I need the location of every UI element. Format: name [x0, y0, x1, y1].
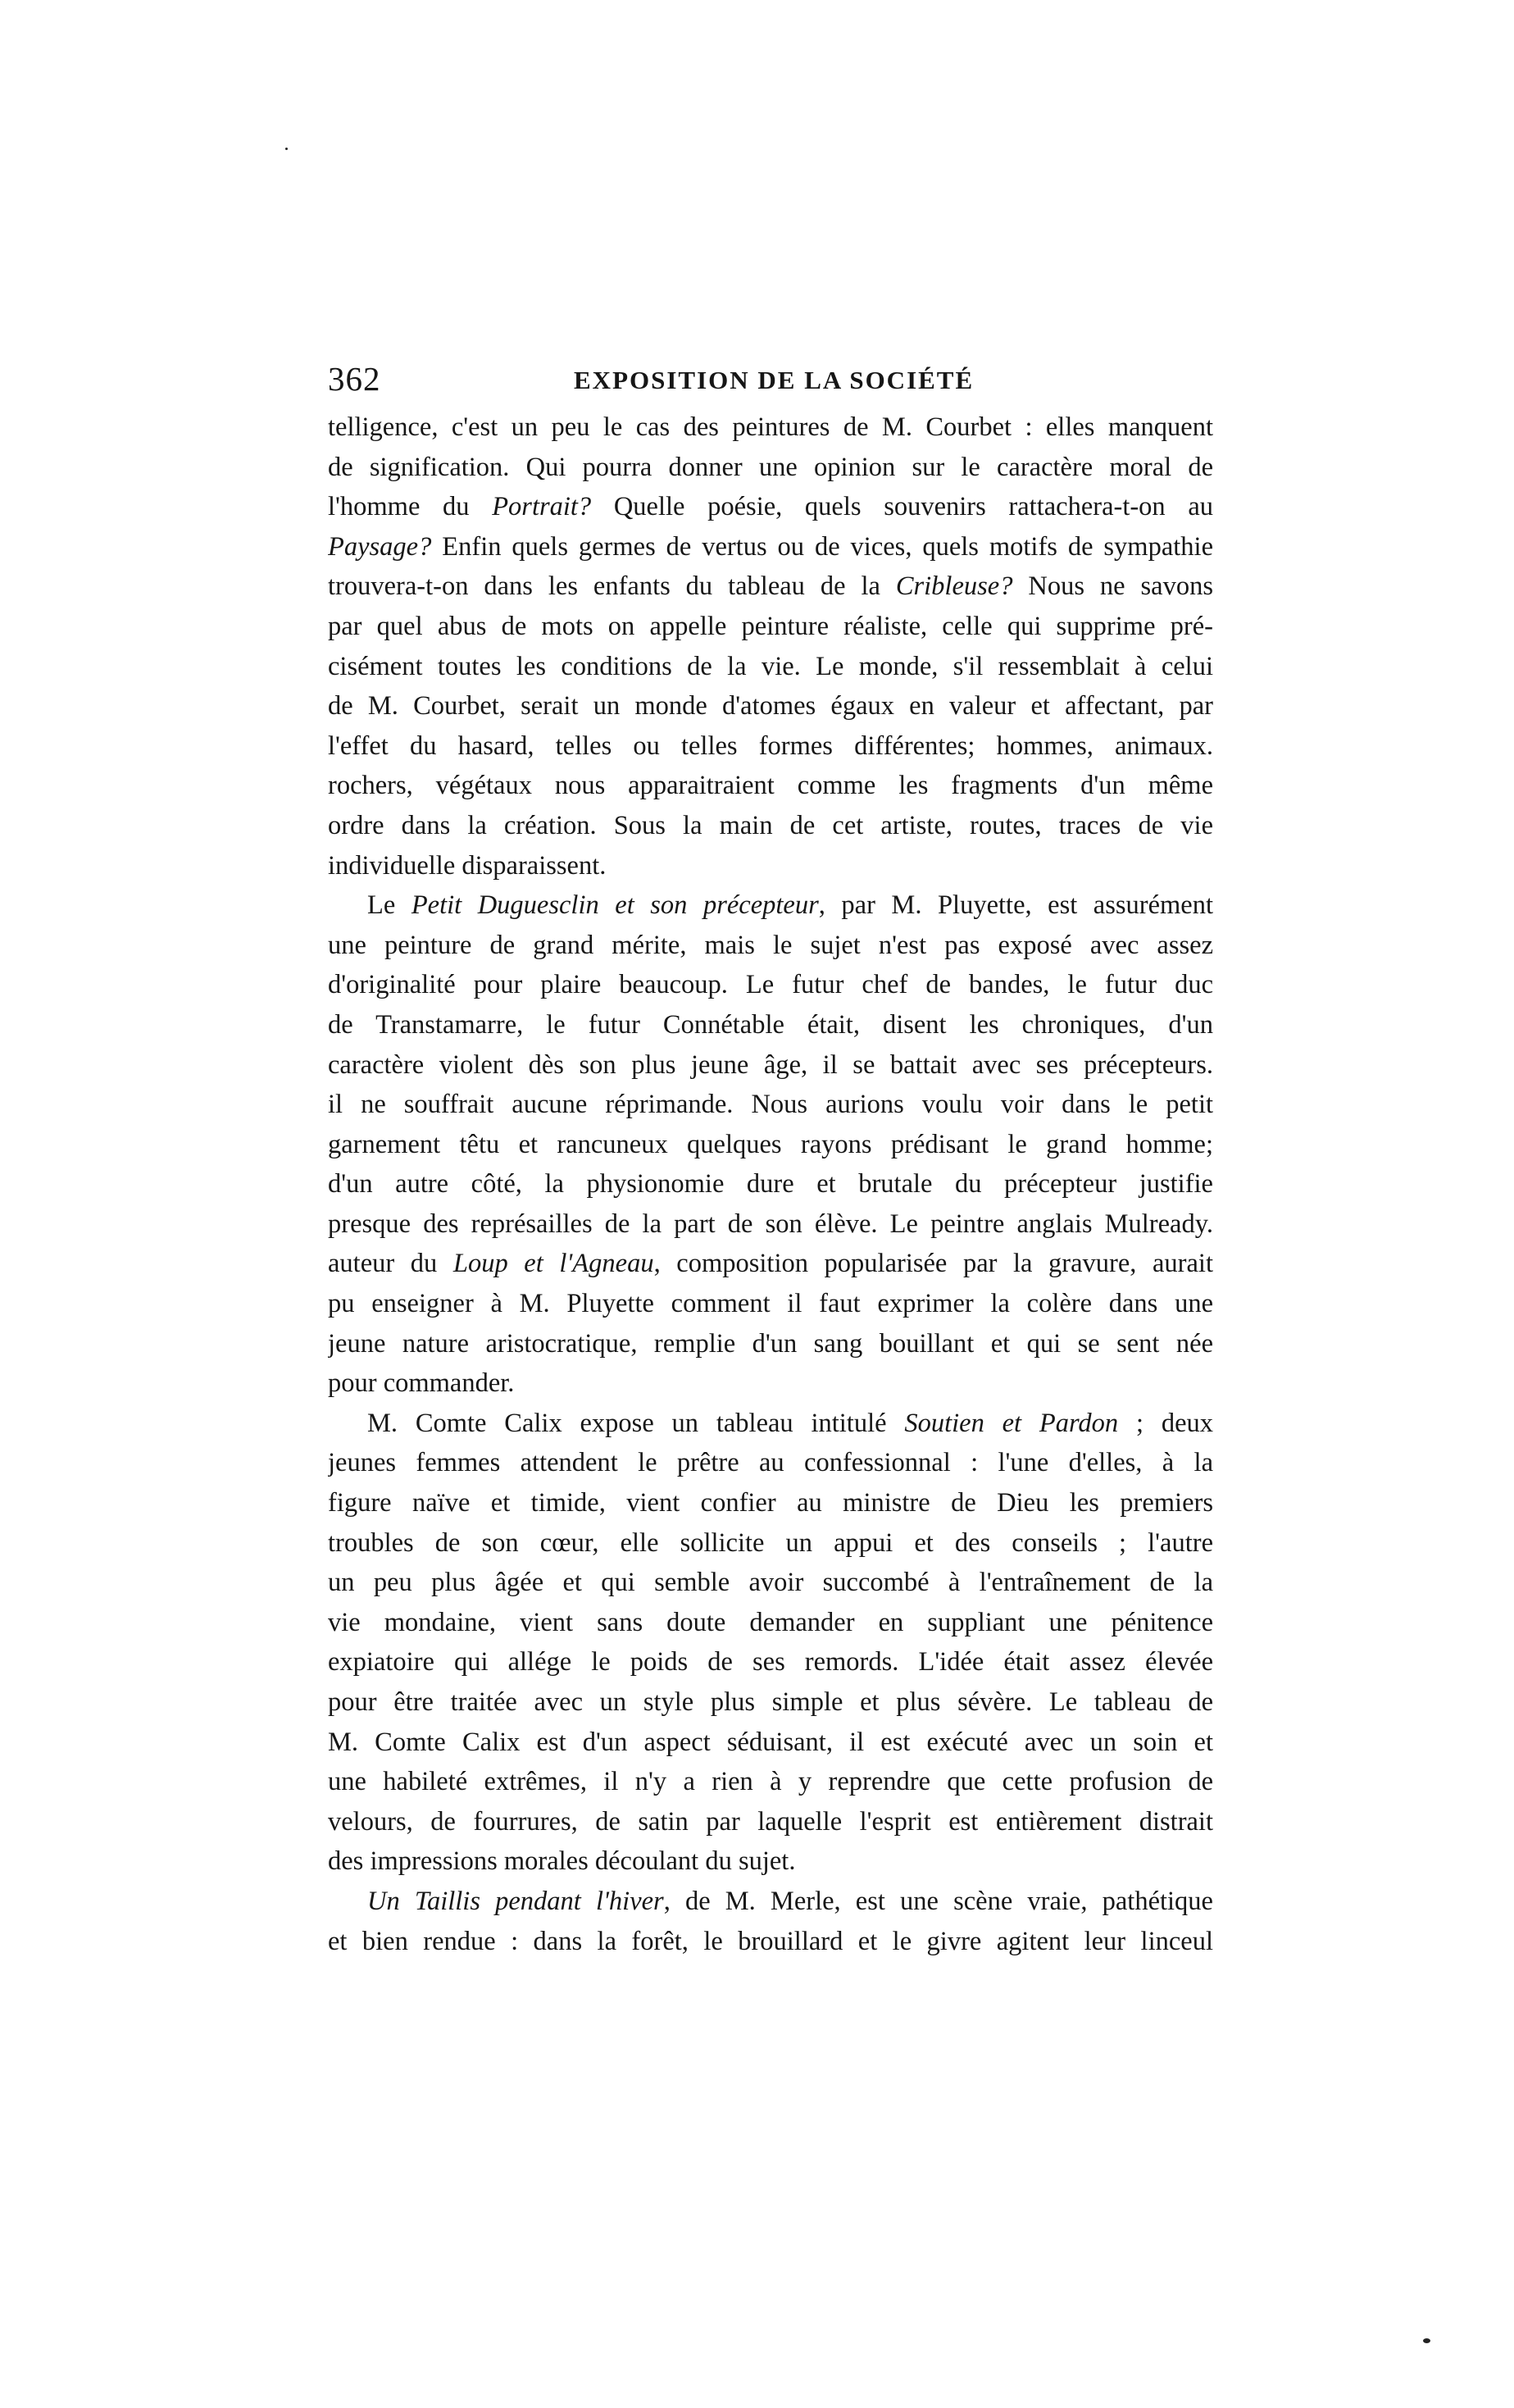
text-line: [328, 1922, 1213, 1962]
text-run: l'homme du: [328, 492, 493, 522]
text-line: [328, 487, 1213, 527]
italic-title: Paysage?: [328, 531, 432, 562]
text-run: presque des représailles de la part de son élève. Le peintre anglais Mulready.: [328, 1209, 1213, 1239]
text-line: [328, 1164, 1213, 1204]
text-line: [328, 1802, 1213, 1842]
text-run: figure naïve et timide, vient confier au ministre de Dieu les premiers: [328, 1488, 1213, 1518]
text-run: pu enseigner à M. Pluyette comment il faut exprimer la colère dans une: [328, 1289, 1213, 1319]
text-run: ; deux: [1118, 1408, 1213, 1438]
text-run: caractère violent dès son plus jeune âge, il se battait avec ses précepteurs.: [328, 1049, 1213, 1080]
text-line: [328, 806, 1213, 846]
text-run: d'originalité pour plaire beaucoup. Le futur chef de bandes, le futur duc: [328, 970, 1213, 1000]
text-run: Enfin quels germes de vertus ou de vices, quels motifs de sympathie: [431, 531, 1213, 562]
text-run: un peu plus âgée et qui semble avoir succombé à l'entraînement de la: [328, 1568, 1213, 1598]
text-line: [328, 1523, 1213, 1564]
text-run: Quelle poésie, quels souvenirs rattachera-t-on au: [591, 492, 1213, 522]
text-line: [328, 1682, 1213, 1723]
text-run: des impressions morales découlant du sujet.: [328, 1846, 796, 1877]
text-line: [328, 1723, 1213, 1763]
text-line: [328, 1443, 1213, 1483]
text-run: trouvera-t-on dans les enfants du tableau de la: [328, 571, 896, 602]
text-line: [328, 1204, 1213, 1245]
italic-title: Loup et l'Agneau: [452, 1249, 654, 1279]
text-run: rochers, végétaux nous apparaitraient comme les fragments d'un même: [328, 771, 1213, 801]
text-line: [328, 567, 1213, 607]
text-line: [328, 1642, 1213, 1682]
text-line: [328, 527, 1213, 567]
italic-title: Portrait?: [492, 492, 592, 522]
text-line: [328, 1882, 1213, 1922]
text-run: d'un autre côté, la physionomie dure et brutale du précepteur justifie: [328, 1169, 1213, 1199]
text-line: [328, 1762, 1213, 1802]
text-line: [328, 686, 1213, 726]
italic-title: Soutien et Pardon: [904, 1408, 1119, 1438]
text-run: telligence, c'est un peu le cas des peintures de M. Courbet : elles manquent: [328, 412, 1213, 442]
text-line: [328, 726, 1213, 767]
ink-speck: [1423, 2338, 1430, 2343]
text-run: vie mondaine, vient sans doute demander en suppliant une pénitence: [328, 1607, 1213, 1637]
text-run: jeune nature aristocratique, remplie d'un sang bouillant et qui se sent née: [328, 1328, 1213, 1359]
text-run: jeunes femmes attendent le prêtre au confessionnal : l'une d'elles, à la: [328, 1448, 1213, 1478]
text-run: auteur du: [328, 1249, 453, 1279]
text-line: [328, 766, 1213, 806]
text-run: ordre dans la création. Sous la main de cet artiste, routes, traces de vie: [328, 810, 1213, 840]
text-run: une peinture de grand mérite, mais le sujet n'est pas exposé avec assez: [328, 930, 1213, 960]
text-line: [328, 1045, 1213, 1086]
text-run: par quel abus de mots on appelle peinture réaliste, celle qui supprime pré-: [328, 611, 1213, 641]
text-line: [328, 407, 1213, 448]
text-line: [328, 1125, 1213, 1165]
text-run: expiatoire qui allége le poids de ses remords. L'idée était assez élevée: [328, 1647, 1213, 1677]
italic-title: Un Taillis pendant l'hiver: [367, 1886, 664, 1916]
text-line: [328, 647, 1213, 687]
text-run: , par M. Pluyette, est assurément: [818, 890, 1213, 921]
text-line: [328, 1324, 1213, 1364]
text-run: cisément toutes les conditions de la vie. Le monde, s'il ressemblait à celui: [328, 651, 1213, 681]
text-run: , composition popularisée par la gravure, aurait: [653, 1249, 1213, 1279]
italic-title: Cribleuse?: [895, 571, 1013, 602]
text-line: [328, 1085, 1213, 1125]
text-run: Le: [367, 890, 411, 921]
text-line: [328, 1841, 1213, 1882]
text-line: [328, 448, 1213, 488]
text-line: [328, 1244, 1213, 1284]
italic-title: Petit Duguesclin et son précepteur: [411, 890, 819, 921]
text-run: pour être traitée avec un style plus simple et plus sévère. Le tableau de: [328, 1687, 1213, 1717]
text-run: velours, de fourrures, de satin par laquelle l'esprit est entièrement distrait: [328, 1806, 1213, 1837]
running-head: EXPOSITION DE LA SOCIÉTÉ: [574, 366, 975, 394]
text-run: M. Comte Calix est d'un aspect séduisant, il est exécuté avec un soin et: [328, 1727, 1213, 1757]
text-run: et bien rendue : dans la forêt, le brouillard et le givre agitent leur linceul: [328, 1926, 1213, 1956]
text-run: de Transtamarre, le futur Connétable était, disent les chroniques, d'un: [328, 1009, 1213, 1040]
text-run: pour commander.: [328, 1368, 515, 1399]
text-line: [328, 846, 1213, 886]
text-line: [328, 1404, 1213, 1444]
text-line: [328, 1483, 1213, 1523]
text-run: M. Comte Calix expose un tableau intitulé: [367, 1408, 905, 1438]
text-line: [328, 926, 1213, 966]
text-run: Nous ne savons: [1012, 571, 1213, 602]
text-line: [328, 1005, 1213, 1045]
text-run: l'effet du hasard, telles ou telles formes différentes; hommes, animaux.: [328, 731, 1213, 761]
page-header: [328, 354, 1205, 403]
text-run: une habileté extrêmes, il n'y a rien à y reprendre que cette profusion de: [328, 1767, 1213, 1797]
text-line: [328, 1284, 1213, 1324]
text-line: [328, 965, 1213, 1005]
text-run: de signification. Qui pourra donner une opinion sur le caractère moral de: [328, 452, 1213, 482]
text-run: garnement têtu et rancuneux quelques rayons prédisant le grand homme;: [328, 1129, 1213, 1159]
text-run: troubles de son cœur, elle sollicite un appui et des conseils ; l'autre: [328, 1527, 1213, 1558]
text-line: [328, 607, 1213, 647]
text-line: [328, 1563, 1213, 1603]
body-text: [328, 407, 1213, 1961]
text-run: individuelle disparaissent.: [328, 850, 607, 881]
text-line: [328, 1363, 1213, 1404]
text-line: [328, 885, 1213, 926]
text-run: il ne souffrait aucune réprimande. Nous aurions voulu voir dans le petit: [328, 1090, 1213, 1120]
text-line: [328, 1603, 1213, 1643]
text-run: , de M. Merle, est une scène vraie, pathétique: [663, 1886, 1213, 1916]
page-number: 362: [328, 360, 381, 398]
text-run: de M. Courbet, serait un monde d'atomes égaux en valeur et affectant, par: [328, 691, 1213, 721]
ink-speck: [285, 148, 288, 150]
